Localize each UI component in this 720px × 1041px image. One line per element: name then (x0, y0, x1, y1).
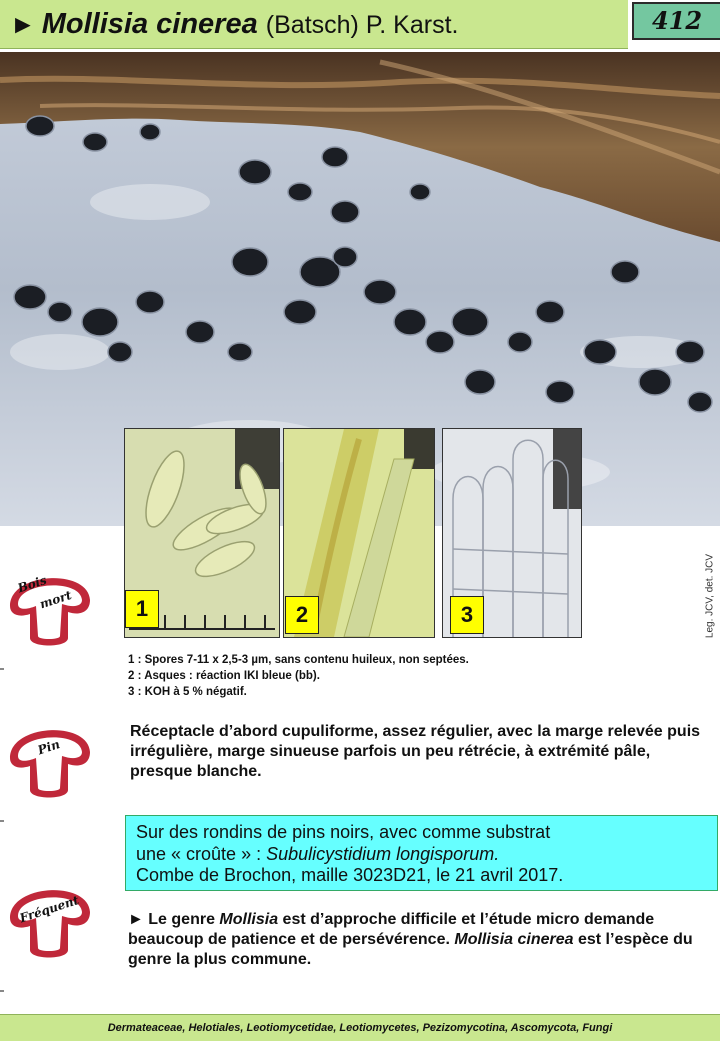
margin-tick (0, 668, 4, 670)
description: Réceptacle d’abord cupuliforme, assez régulier, avec la marge relevée puis irrégulière, marge sinueuse parfois un peu rétrécie, à extrémité pâle, presque blanche. (130, 723, 701, 780)
micro-label-3: 3 (450, 596, 484, 634)
species-authority: (Batsch) P. Karst. (265, 11, 459, 39)
mushroom-icon-host (4, 712, 94, 810)
micro-label-1: 1 (125, 590, 159, 628)
caption-3: 3 : KOH à 5 % négatif. (128, 686, 247, 698)
micro-captions (128, 652, 469, 700)
margin-tick (0, 820, 4, 822)
page-title (10, 6, 458, 43)
habitat-line-2: une « croûte » : Subulicystidium longisporum. (136, 843, 500, 864)
taxonomy-footer: Dermateaceae, Helotiales, Leotiomycetidae, Leotiomycetes, Pezizomycotina, Ascomycota, Fungi (0, 1014, 720, 1041)
substrate-label-1: Bois (16, 572, 49, 596)
species-name: Mollisia cinerea (41, 8, 258, 40)
habitat-line-3: Combe de Brochon, maille 3023D21, le 21 avril 2017. (136, 865, 564, 885)
species-ref: Mollisia cinerea (454, 931, 574, 948)
notes: ► Le genre Mollisia est d’approche difficile et l’étude micro demande beaucoup de patience et de persévérence. Mollisia cinerea est l’espèce du genre la plus commune. (128, 911, 693, 968)
caption-1: 1 : Spores 7-11 x 2,5-3 µm, sans contenu huileux, non septées. (128, 654, 469, 666)
page-number-badge: 412 (632, 2, 720, 40)
habitat-line-1: Sur des rondins de pins noirs, avec comme substrat (136, 822, 551, 842)
caption-2: 2 : Asques : réaction IKI bleue (bb). (128, 670, 320, 682)
habitat-box (125, 815, 718, 891)
title-arrow: ► (10, 9, 36, 39)
micro-label-2: 2 (285, 596, 319, 634)
mushroom-icon-substrate (4, 560, 94, 658)
margin-tick (0, 990, 4, 992)
collector-credit: Leg. JCV, det. JCV (704, 553, 716, 639)
host-label: Pin (36, 737, 62, 758)
substrate-label-2: mort (38, 587, 74, 612)
genus-name: Mollisia (219, 911, 279, 928)
substrate-species: Subulicystidium longisporum. (266, 843, 500, 864)
frequency-label: Fréquent (18, 893, 81, 926)
mushroom-icon-frequency (4, 872, 94, 970)
